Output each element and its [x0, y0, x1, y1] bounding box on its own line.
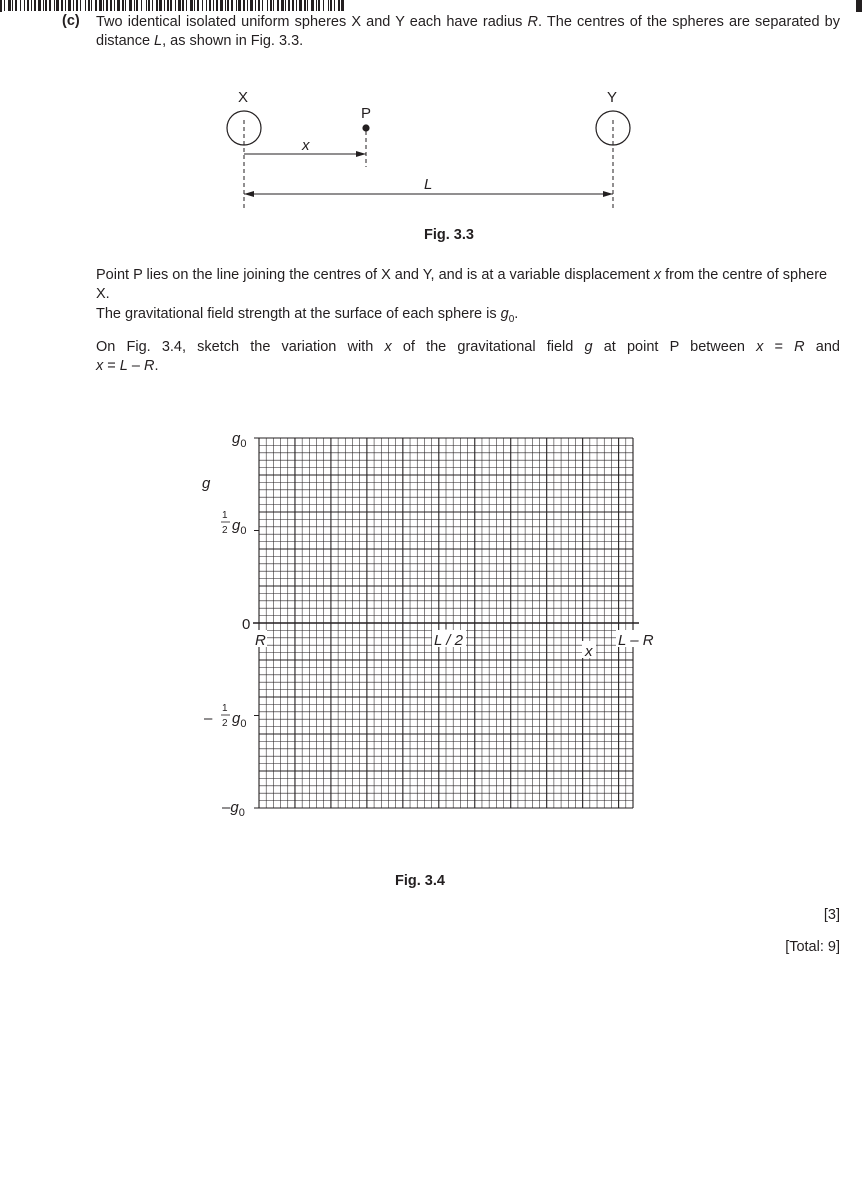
part-label: (c)	[62, 13, 80, 29]
x-label-l-half: L / 2	[434, 632, 463, 649]
field-strength-paragraph: The gravitational field strength at the surface of each sphere is $g_0$.	[96, 306, 519, 325]
y-tick-half	[221, 510, 246, 537]
svg-text:g0: $g_0$	[232, 710, 247, 730]
sphere-x-label: X	[238, 89, 249, 106]
svg-text:–: –	[204, 710, 213, 727]
x-label-r: R	[255, 632, 266, 649]
svg-text:g0: $g_0$	[232, 517, 247, 537]
y-tick-zero: 0	[242, 616, 251, 633]
svg-text:1: 1	[222, 703, 228, 714]
svg-text:2: 2	[222, 718, 228, 729]
x-axis-label: x	[585, 643, 593, 660]
intro-paragraph: Two identical isolated uniform spheres X and Y each have radius R. The centres of the spheres are separated by distance L, as shown in Fig. 3.3.	[96, 14, 840, 49]
sketch-instruction-paragraph: On Fig. 3.4, sketch the variation with x of the gravitational field g at point P between x = R and x = L – R.	[96, 339, 840, 374]
sphere-y-label: Y	[607, 89, 618, 106]
total-marks: [Total: 9]	[785, 939, 840, 955]
question-marks: [3]	[823, 907, 840, 923]
point-p-paragraph: Point P lies on the line joining the centres of X and Y, and is at a variable displacement x from the centre of sphere X.	[96, 267, 828, 302]
dimension-x-label: x	[302, 137, 310, 154]
svg-text:2: 2	[222, 525, 228, 536]
fig-3-3-caption: Fig. 3.3	[424, 227, 474, 243]
fig-3-4-caption: Fig. 3.4	[395, 873, 445, 889]
x-label-l-minus-r: L – R	[618, 632, 654, 649]
point-p-label: P	[361, 105, 372, 122]
y-tick-negative-half	[204, 703, 246, 730]
axis-y-label: g	[202, 475, 211, 492]
dimension-l-label: L	[424, 176, 433, 193]
svg-text:1: 1	[222, 510, 228, 521]
y-tick-bottom: $-g_0$	[222, 799, 245, 819]
y-tick-top: $g_0$	[232, 430, 247, 450]
